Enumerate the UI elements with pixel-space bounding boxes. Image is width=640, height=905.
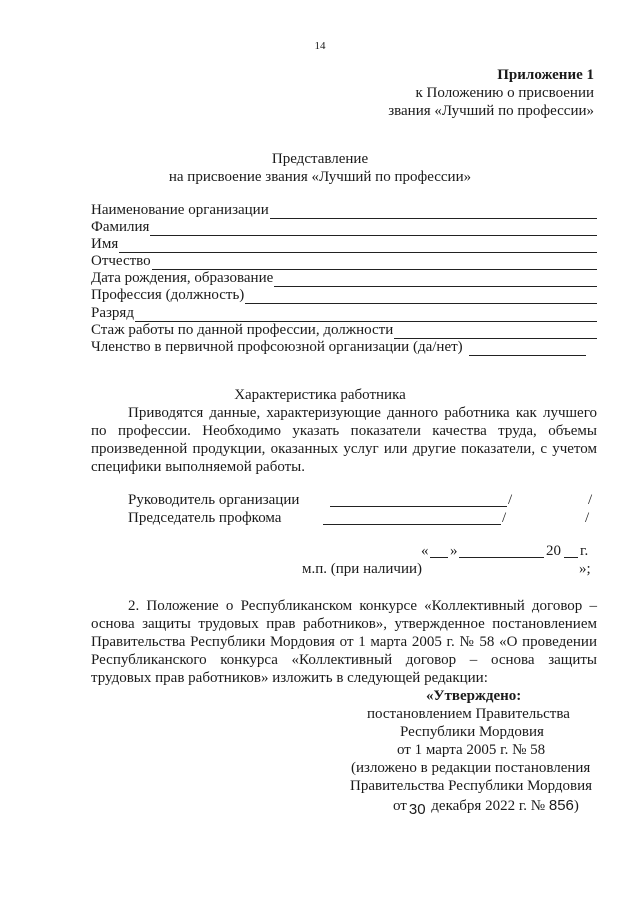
head-signature-slash-end: /	[588, 492, 593, 508]
date-day-line	[430, 544, 448, 558]
union-signature-label: Председатель профкома	[128, 510, 282, 526]
stamp-label: м.п. (при наличии)	[302, 561, 422, 577]
approved-date-mid: декабря 2022 г. №	[427, 798, 549, 814]
field-label: Фамилия	[91, 219, 150, 235]
approved-line-2: Республики Мордовия	[400, 724, 544, 740]
field-line	[245, 290, 597, 304]
union-signature-line	[323, 512, 501, 525]
characteristic-line-3: произведенной продукции, оказанных услуг или другие показатели, с учетом	[91, 441, 597, 457]
date-open-quote: «	[421, 543, 429, 559]
characteristic-line-1: Приводятся данные, характеризующие данного работника как лучшего	[128, 405, 597, 421]
approved-date-end: )	[573, 798, 579, 814]
field-surname	[91, 219, 597, 236]
field-line	[119, 239, 597, 253]
field-line	[274, 273, 597, 287]
head-signature-label: Руководитель организации	[128, 492, 300, 508]
field-label: Дата рождения, образование	[91, 270, 274, 286]
union-signature-slash-end: /	[585, 510, 590, 526]
paragraph2-line-2: основа защиты трудовых прав работников», утвержденное постановлением	[91, 616, 597, 632]
union-signature-slash: /	[502, 510, 507, 526]
characteristic-title: Характеристика работника	[234, 387, 406, 403]
paragraph2-line-3: Правительства Республики Мордовия от 1 марта 2005 г. № 58 «О проведении	[91, 634, 597, 650]
field-line	[152, 256, 597, 270]
field-label: Отчество	[91, 253, 151, 269]
approved-line-4: (изложено в редакции постановления	[351, 760, 591, 776]
approved-line-3: от 1 марта 2005 г. № 58	[397, 742, 546, 758]
approved-decree-number: 856	[548, 797, 574, 814]
field-label: Стаж работы по данной профессии, должности	[91, 322, 394, 338]
paragraph2-line-4: Республиканского конкурса «Коллективный договор – основа защиты	[91, 652, 597, 668]
field-patronymic	[91, 253, 597, 270]
approved-line-6	[393, 797, 579, 818]
field-label: Профессия (должность)	[91, 287, 245, 303]
field-experience	[91, 322, 597, 339]
appendix-line-1: к Положению о присвоении	[415, 85, 594, 101]
date-month-line	[459, 544, 544, 558]
field-line	[135, 308, 597, 322]
field-label: Имя	[91, 236, 119, 252]
appendix-title: Приложение 1	[497, 67, 594, 83]
paragraph2-line-1: 2. Положение о Республиканском конкурсе «Коллективный договор –	[128, 598, 597, 614]
characteristic-line-4: специфики выполняемой работы.	[91, 459, 306, 475]
field-grade	[91, 305, 597, 322]
date-close-quote: »	[450, 543, 458, 559]
approved-date-prefix: от	[393, 798, 407, 814]
appendix-line-2: звания «Лучший по профессии»	[388, 103, 594, 119]
approved-line-5: Правительства Республики Мордовия	[350, 778, 593, 794]
stamp-end: »;	[579, 561, 591, 577]
heading-line-2: на присвоение звания «Лучший по профессии»	[168, 169, 472, 185]
field-label: Наименование организации	[91, 202, 269, 218]
field-line	[469, 342, 586, 356]
field-name	[91, 236, 597, 253]
field-profession	[91, 287, 597, 304]
field-label: Членство в первичной профсоюзной организации (да/нет)	[91, 339, 463, 355]
paragraph2-line-5: трудовых прав работников» изложить в следующей редакции:	[91, 670, 488, 686]
date-year-suffix: г.	[580, 543, 589, 559]
field-line	[150, 222, 597, 236]
characteristic-line-2: по профессии. Необходимо указать показатели качества труда, объемы	[91, 423, 597, 439]
field-birth-education	[91, 270, 597, 287]
field-label: Разряд	[91, 305, 134, 321]
page-number: 14	[314, 40, 326, 52]
heading-line-1: Представление	[271, 151, 369, 167]
date-year-line	[564, 544, 578, 558]
approved-line-1: постановлением Правительства	[367, 706, 570, 722]
field-line	[270, 205, 597, 219]
date-year-prefix: 20	[546, 543, 561, 559]
field-line	[394, 325, 597, 339]
approved-title: «Утверждено:	[426, 688, 522, 704]
head-signature-slash: /	[508, 492, 513, 508]
approved-date-day: 30	[408, 801, 426, 818]
field-organization	[91, 202, 597, 219]
field-union-membership	[91, 339, 586, 356]
head-signature-line	[330, 494, 507, 507]
